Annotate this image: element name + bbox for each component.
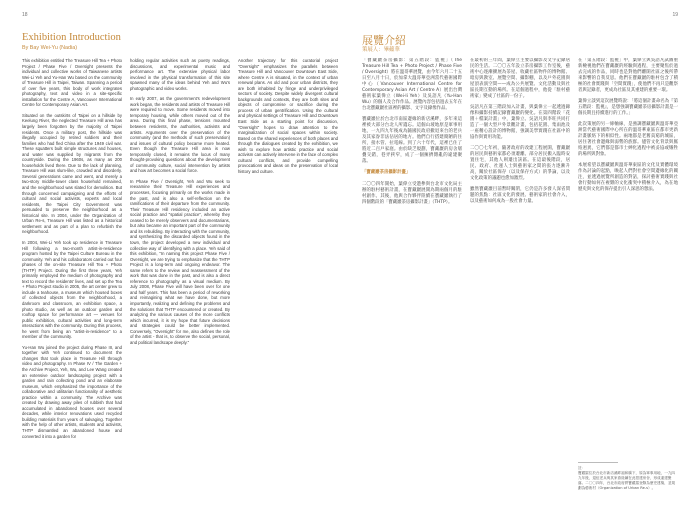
paragraph: This exhibition entitled The Treasure Hill Tea + Photo Project / Phase Five / Oversight presents the individual and collective works of Taiwanese artists Wei-Li Yeh and Yu-Han Wu based on the community of Treasure Hill in Taipei, Taiwan. Spanning a period of over five years, this body of work integrates photography, text and video in a site-specific installation for the Centre A, Vancouver International Centre for Contemporary Asian Art. xyxy=(22,58,122,108)
english-column-3 xyxy=(238,58,338,518)
paragraph: Another trajectory for this curatorial project "Oversight" emphasizes the parallels between Treasure Hill and Vancouver Downtown East Side, where Centre A is situated, in the context of urban renewal plans. As old and poor urban districts, they are both inhabited by fringe and underprivileged sectors of society. Despite widely divergent cultural backgrounds and contexts, they are both sites and objects of compromise or sacrifice during the process of urban gentrification. Using the cultural and physical settings of Treasure Hill and Downtown East Side as a starting point for discussion, "Oversight" hopes to draw attention to the marginalization of social spaces within society. Based on the shared experiences of both places and through the dialogues created by the exhibition, we wish to explore how artistic practice and social activism can actively intervene in the face of complex cultural conflicts, and provide compelling provocations and ideas on the preservation of local history and culture. xyxy=(238,58,338,174)
section-heading: 「寶藏巖茶房攝影計畫」 xyxy=(362,170,411,175)
chinese-byline: 策展人：畢蘊華 xyxy=(362,47,400,53)
chinese-title: 展覽介紹 xyxy=(362,34,406,47)
english-column-2 xyxy=(130,58,230,518)
chinese-column-2 xyxy=(470,58,570,518)
paragraph: 在最初的三年間，葉偉立主要以攝影及文字記錄居民的生活。二〇〇五年設立茶房攝影工作室後，藝術中心逐漸擴展為茶屋、收藏社區物件的博物館、暗房與教室、展覽空間、攝影棚，以及戶外花園與屋頂表演空間——成為公共展覽、文化活動及與社區長期互動的場所。在這個過程中，他從「駐村藝術家」變成了社區的一份子。 xyxy=(470,58,570,99)
paragraph: Yu-Han Wu joined the project during Phase III, and together with Yeh continued to document the changes that took place in Treasure Hill through video and photography. In Phase IV / The Garden + the Archive Project, Yeh, Wu, and Lee Wang created an extensive outdoor landscaping project with a garden and rain collecting pond and an elaborate museum, which emphasized the importance of the collaborative and utilitarian functionality of aesthetic practice within a community. The Archive was created by drawing away piles of rubbish that had accumulated in abandoned houses over several decades, while interior renovations used recycled building materials from years of salvaging. Together with the help of other artists, students and activists, THTP dismantled an abandoned house and converted it into a garden for xyxy=(22,344,122,439)
page-number-right: 19 xyxy=(672,12,678,18)
paragraph: holding regular activities such as poetry readings, discussions, and experimental music and performance art. The extensive physical labor involved in the physical transformation of this site spawned many of the ideas behind Yeh and Wu's photographic and video works. xyxy=(130,58,230,91)
chinese-column-3 xyxy=(578,58,678,456)
footnote-text: 寶藏巖位於台北市新店溪畔福和橋下，原為軍事用地，一九四九年後，退伍老兵與其家眷陸續在此搭建房舍，形成違建聚落。二〇〇四年，台北市政府將寶藏巖登錄為歷史建築，並規劃為藝術村（Organization of Urban Re-s）。 xyxy=(578,470,676,490)
paragraph: 葉偉立談到這次展覽時說：「將這個計畫命名為『第五階段：監視』，是想強調寶藏巖茶房攝影計畫是一個長期且持續進行的工作。」 xyxy=(578,99,678,116)
paragraph: 在「第五階段：監視」中，葉偉立與吳語凡試圖重新檢視他們在寶藏巖的經驗與過程，主要聚焦於過去完成的作品，同時也是對他們離開社區之後所帶來影響的自我反思。他們在寶藏巖的駐村包含了積極的社會實踐與「空間實踐」，使他們不再只是觀察者與記錄者，更成為社區及其重建的重要一環。 xyxy=(578,58,678,93)
chinese-column-1 xyxy=(362,58,462,518)
footnotes xyxy=(578,462,678,491)
paragraph: 二〇〇七年初，隨著政府的改建工程展開，寶藏巖的居民與藝術家都必須遷離。部分居民搬入臨時安置住宅，其他人則遷出該區。在這最後階段，居民、政府、社運人士與藝術家之間的張力逐漸升高，關於社區保存（以及保存方式）的爭論，以及文化政策的議題也愈加激烈。 xyxy=(470,146,570,181)
paragraph: Situated on the outskirts of Taipei on a hillside by Keelung River, the neglected Treasure Hill area has largely been forgotten by the majority of Taipei residents. Once a military post, the hillside was illegally occupied by retired soldiers and their families who had fled China after the 1949 civil war. These squatters built simple structures and houses, and water was supplied by migrants from the countryside. During the 1960s, as many as 200 households lived there. Due to the lack of planning, Treasure Hill was slum-like, crowded and disorderly. Several generations came and went, and merely a two-story middle-tower class household remained, and the neighborhood was slated for demolition. But through concerned campaigning and the efforts of cultural and social activists, experts and local residents, the Taipei City Government was persuaded to preserve the neighborhood as a historical site. In 2004, under the Organization of Urban Re-s, Treasure Hill was listed as a historical settlement and as part of a plan to refurbish the neighborhood. xyxy=(22,112,122,235)
paragraph: 二〇〇四年開始，葉偉立受邀參與台北市文化局主辦的駐村藝術計畫，在寶藏巖展開為期兩個月的駐村創作。其後，他與合作夥伴陸續在寶藏巖執行了四個階段的「寶藏巖茶房攝影計畫」（THTP）。 xyxy=(362,182,462,205)
paragraph: 此次策展的另一條軸線，是強調寶藏巖與溫哥華亞洲當代藝術國際中心所在的溫哥華東區在都市更新計畫脈絡下的相似性。兩地都是老舊貧窮的城區，居住著社會邊緣與弱勢的族群。儘管文化背景與脈絡迥異，它們都是都市士紳化過程中被妥協或犧牲的場所與對象。 xyxy=(578,122,678,157)
paragraph: 雖然寶藏巖目前暫時關閉，它仍是許多發人深省問題的焦點：社區文化的發展、藝術家的社會介入，以及藝術如何成為一股社會力量。 xyxy=(470,187,570,204)
paragraph: 吳語凡在第三階段加入計畫，與葉偉立一起透過錄像和攝影持續記錄寶藏巖的變化。在第四階段「花園＋檔案計畫」中，葉偉立、吳語凡與李旺共同打造了一個大型戶外景觀計畫，包括花園、集雨池及一座精心設計的博物館，強調美學實踐在社區中的協作與實用功能。 xyxy=(470,105,570,140)
footnote-label: 註： xyxy=(578,466,586,470)
english-column-1 xyxy=(22,58,122,518)
paragraph: 寶藏巖位於台北市南區邊緣的新店溪畔，多年來這裡被大部分台北人所遺忘。這個山坡地原是軍事用地，一九四九年後成為隨國民政府撤退來台的老兵及其家眷非法佔居的地方。他們自行搭建簡陋的住所，接水管、拉電線。到了六十年代，這裡已住了將近二百戶家庭。由於缺乏規劃，寶藏巖的房舍層疊交錯，巷弄狹窄，成了一個擁擠雜亂的違建聚落。 xyxy=(362,117,462,164)
paragraph: In 2004, Wei-Li Yeh took up residence in Treasure Hill following a two-month artist-in-residence program hosted by the Taipei Culture Bureau in the community. Yeh and his collaborators carried out four phases of the on-site Treasure Hill Tea + Photo (THTP) Project. During the first three years, Yeh primarily employed the medium of photography and text to record the residents' lives, and set up the Tea + Photo Project studio in 2005, the art center grew to include a teahouse, a museum which housed boxes of collected objects from the neighborhood, a darkroom and classroom, an exhibition space, a photo studio, as well as an outdoor garden and rooftop space for performance art — venues for public exhibition, cultural activities and long-term interactions with the community. During this process, he went from being an "artist-in-residence" to a member of the community. xyxy=(22,239,122,340)
paragraph: In Phase Five / Oversight, Yeh and Wu seek to reexamine their Treasure Hill experiences and processes, focusing primarily on the works made in the past, and is also a self-reflection on the ramifications of their departure from the community. Their Treasure Hill residency included an active social practice and "spatial practice", whereby they ceased to be merely observers and documentarians, but also became an important part of the community and its rebuilding. By interacting with the community, and synthesizing the discarded objects found in the town, the project developed a new individual and collective way of identifying with a place. Yeh said of this exhibition, "In naming this project Phase Five / Oversight, we are trying to emphasize that the THTP Project is a long-term and ongoing endeavor. The same refers to the review and reassessment of the work that was done in the past, and is also a direct reference to photography as a visual medium. By July 2008, Phase Five will have been over for one and half years. This has been a period of reworking and reimagining what we have done, but more importantly, realizing and defining the problems and the solutions that THTP encountered or created. By analyzing the various causes of the more conflicts which incurred, it is my hope that future decisions and strategies could be better implemented. Conversely, "Oversight" for me, also defines the role of the artist - that is, to observe the social, personal, and political landscape deeply." xyxy=(130,178,230,345)
footnote-rule xyxy=(578,462,618,463)
paragraph: 「寶藏巖茶房攝影：第五階段：監視」（The Treasure Hill Tea + Photo Project / Phase Five / Oversight）將在溫哥華展覽，由今年六月二十五日至八月十日，於加拿大溫哥華亞洲當代藝術國際中心（Vancouver International Centre for Contemporary Asian Art / Centre A）展出台灣藝術家葉偉立（Wei-li Yeh）及吳語凡（Yu-Han Wu）的個人及合作作品。展覽內容包括過去五年在台北寶藏巖社區裡的攝影、文字及錄像作品。 xyxy=(362,58,462,111)
english-title: Exhibition Introduction xyxy=(22,32,121,43)
paragraph: 本展希望以寶藏巖與溫哥華東區的文化及實體環境作為討論的起點，喚起人們對社會空間邊緣化的關注，並透過展覽所創造的對話，探討藝術實踐與社會行動如何在複雜的文化衝突中積極介入，為在地歷史與文化的保存提出引人深思的想法。 xyxy=(578,163,678,192)
paragraph: In early 2007, as the government's redevelopment work began, the residents and artists of Treasure Hill were required to move. Some residents moved into temporary housing, while others moved out of the area. During this final phase, tensions mounted between residents, the authorities, activists and artists. Arguments over the preservation of the community (and the methods of such preservation) and issues of cultural policy became more heated. Even though the Treasure Hill area is now temporarily closed, it remains the locus of many thought-provoking questions about the development of community culture, social intervention by artists and how art becomes a social force. xyxy=(130,96,230,174)
page-number-left: 18 xyxy=(22,12,28,18)
english-byline: By Bay Wei-Yu (Nadia) xyxy=(22,45,78,51)
